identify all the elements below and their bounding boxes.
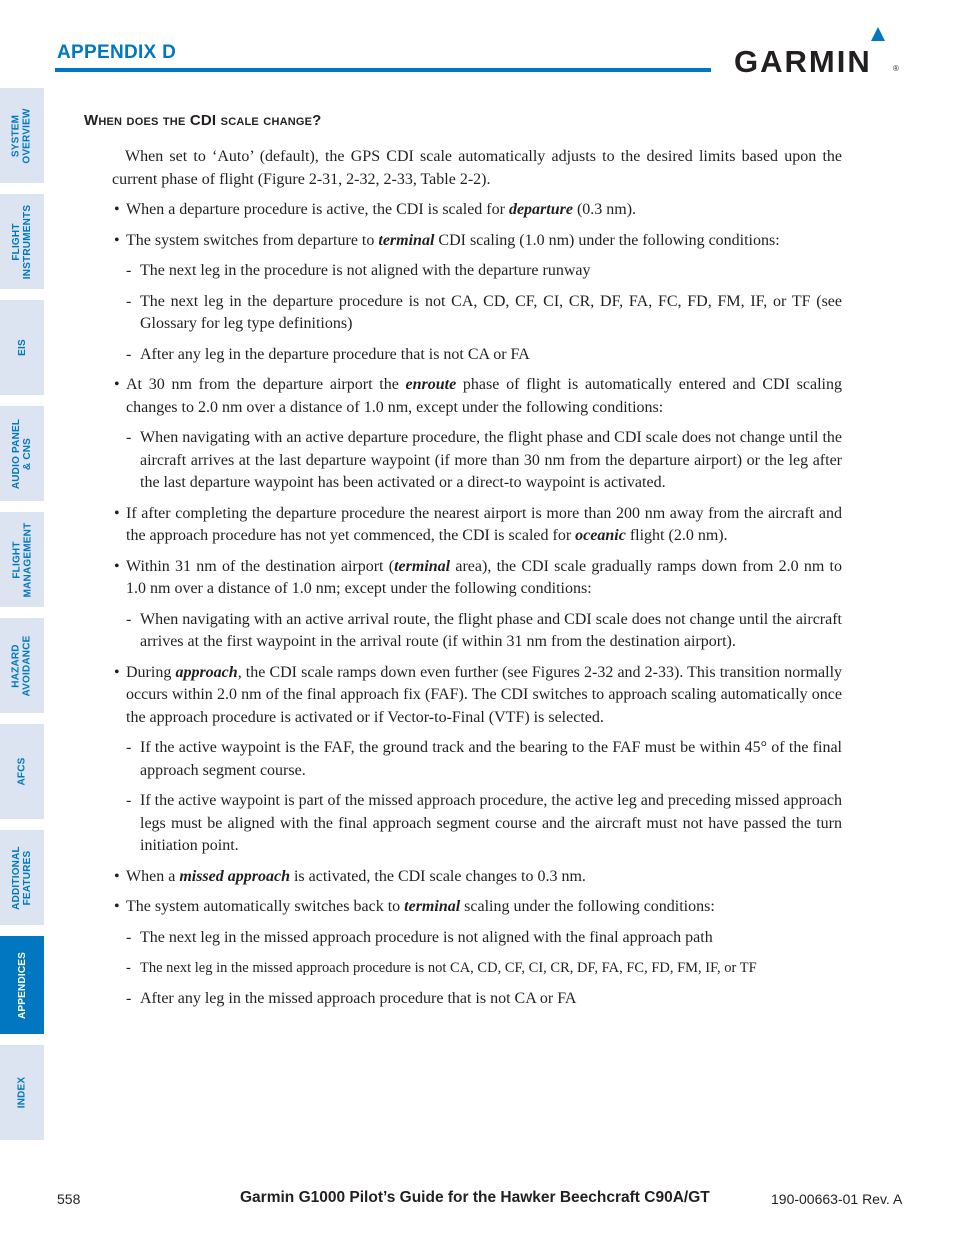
tab-additional-features[interactable] [0,830,44,925]
header-rule [55,68,711,72]
tab-eis[interactable] [0,300,44,395]
tab-label: AUDIO PANEL & CNS [11,418,34,489]
bullet-enroute: • At 30 nm from the departure airport the enroute phase of flight is automatically entered and CDI scaling changes to 2.0 nm over a distance of 1.0 nm, except under the following conditions: [112,374,842,419]
bullet-terminal-area: • Within 31 nm of the destination airport (terminal area), the CDI scale gradually ramps down from 2.0 nm to 1.0 nm over a distance of 1.0 nm; except under the following conditions: [112,556,842,601]
tab-hazard-avoidance[interactable] [0,618,44,713]
tab-afcs[interactable] [0,724,44,819]
garmin-triangle-icon [871,27,885,41]
bullet-approach: • During approach, the CDI scale ramps down even further (see Figures 2-32 and 2-33). This transition normally occurs within 2.0 nm of the final approach fix (FAF). The CDI switches to approach scaling automatically once the approach procedure is activated or if Vector-to-Final (VTF) is selected. [112,662,842,730]
tab-flight-instruments[interactable] [0,194,44,289]
tab-label: SYSTEM OVERVIEW [11,107,34,164]
page-number: 558 [57,1191,81,1207]
tab-audio-panel-cns[interactable] [0,406,44,501]
tab-label: EIS [16,339,28,356]
tab-label: ADDITIONAL FEATURES [11,845,34,910]
sub-item: - If the active waypoint is part of the missed approach procedure, the active leg and preceding missed approach legs must be aligned with the final approach segment course and the aircraft must not have passed the turn initiation point. [112,790,842,858]
tab-label: FLIGHT INSTRUMENTS [11,204,34,279]
sub-item: - When navigating with an active arrival route, the flight phase and CDI scale does not change until the aircraft arrives at the first waypoint in the arrival route (if within 31 nm from the destination airport). [112,609,842,654]
sub-item: - After any leg in the departure procedure that is not CA or FA [112,344,842,367]
bullet-terminal-return: • The system automatically switches back to terminal scaling under the following conditions: [112,896,842,919]
body-content [112,146,842,1018]
sub-item: - The next leg in the procedure is not aligned with the departure runway [112,260,842,283]
section-title: APPENDIX D [57,42,177,63]
tab-label: FLIGHT MANAGEMENT [11,522,33,597]
tab-flight-management[interactable] [0,512,44,607]
intro-paragraph: When set to ‘Auto’ (default), the GPS CDI scale automatically adjusts to the desired limits based upon the current phase of flight (Figure 2-31, 2-32, 2-33, Table 2-2). [112,148,842,188]
bullet-terminal-switch: • The system switches from departure to terminal CDI scaling (1.0 nm) under the following conditions: [112,230,842,253]
garmin-logo [734,24,899,79]
bullet-oceanic: • If after completing the departure procedure the nearest airport is more than 200 nm away from the aircraft and the approach procedure has not yet commenced, the CDI is scaled for oceanic flight (2.0 nm). [112,503,842,548]
sub-item: - The next leg in the departure procedure is not CA, CD, CF, CI, CR, DF, FA, FC, FD, FM, IF, or TF (see Glossary for leg type definitions) [112,291,842,336]
footer-title: Garmin G1000 Pilot’s Guide for the Hawker Beechcraft C90A/GT [240,1189,710,1206]
tab-index[interactable] [0,1045,44,1140]
sub-item: - The next leg in the missed approach procedure is not CA, CD, CF, CI, CR, DF, FA, FC, FD, FM, IF, or TF [112,957,842,980]
tab-appendices[interactable] [0,936,44,1034]
tab-label: INDEX [16,1076,28,1109]
bullet-missed-approach: • When a missed approach is activated, the CDI scale changes to 0.3 nm. [112,866,842,889]
bullet-departure: • When a departure procedure is active, the CDI is scaled for departure (0.3 nm). [112,199,842,222]
logo-text: GARMIN [734,44,872,79]
sub-item: - After any leg in the missed approach procedure that is not CA or FA [112,988,842,1011]
tab-system-overview[interactable] [0,88,44,183]
logo-registered-mark: ® [893,64,899,73]
sub-item: - If the active waypoint is the FAF, the ground track and the bearing to the FAF must be within 45° of the final approach segment course. [112,737,842,782]
tab-label: APPENDICES [16,951,28,1019]
tab-label: HAZARD AVOIDANCE [11,634,34,697]
tab-label: AFCS [16,757,28,786]
document-revision: 190-00663-01 Rev. A [771,1191,903,1207]
sub-item: - When navigating with an active departure procedure, the flight phase and CDI scale does not change until the aircraft arrives at the last departure waypoint (if more than 30 nm from the departure airport) or the leg after the last departure waypoint has been activated or a direct-to waypoint is activated. [112,427,842,495]
section-heading: When does the CDI scale change? [84,112,322,129]
sub-item: - The next leg in the missed approach procedure is not aligned with the final approach path [112,927,842,950]
